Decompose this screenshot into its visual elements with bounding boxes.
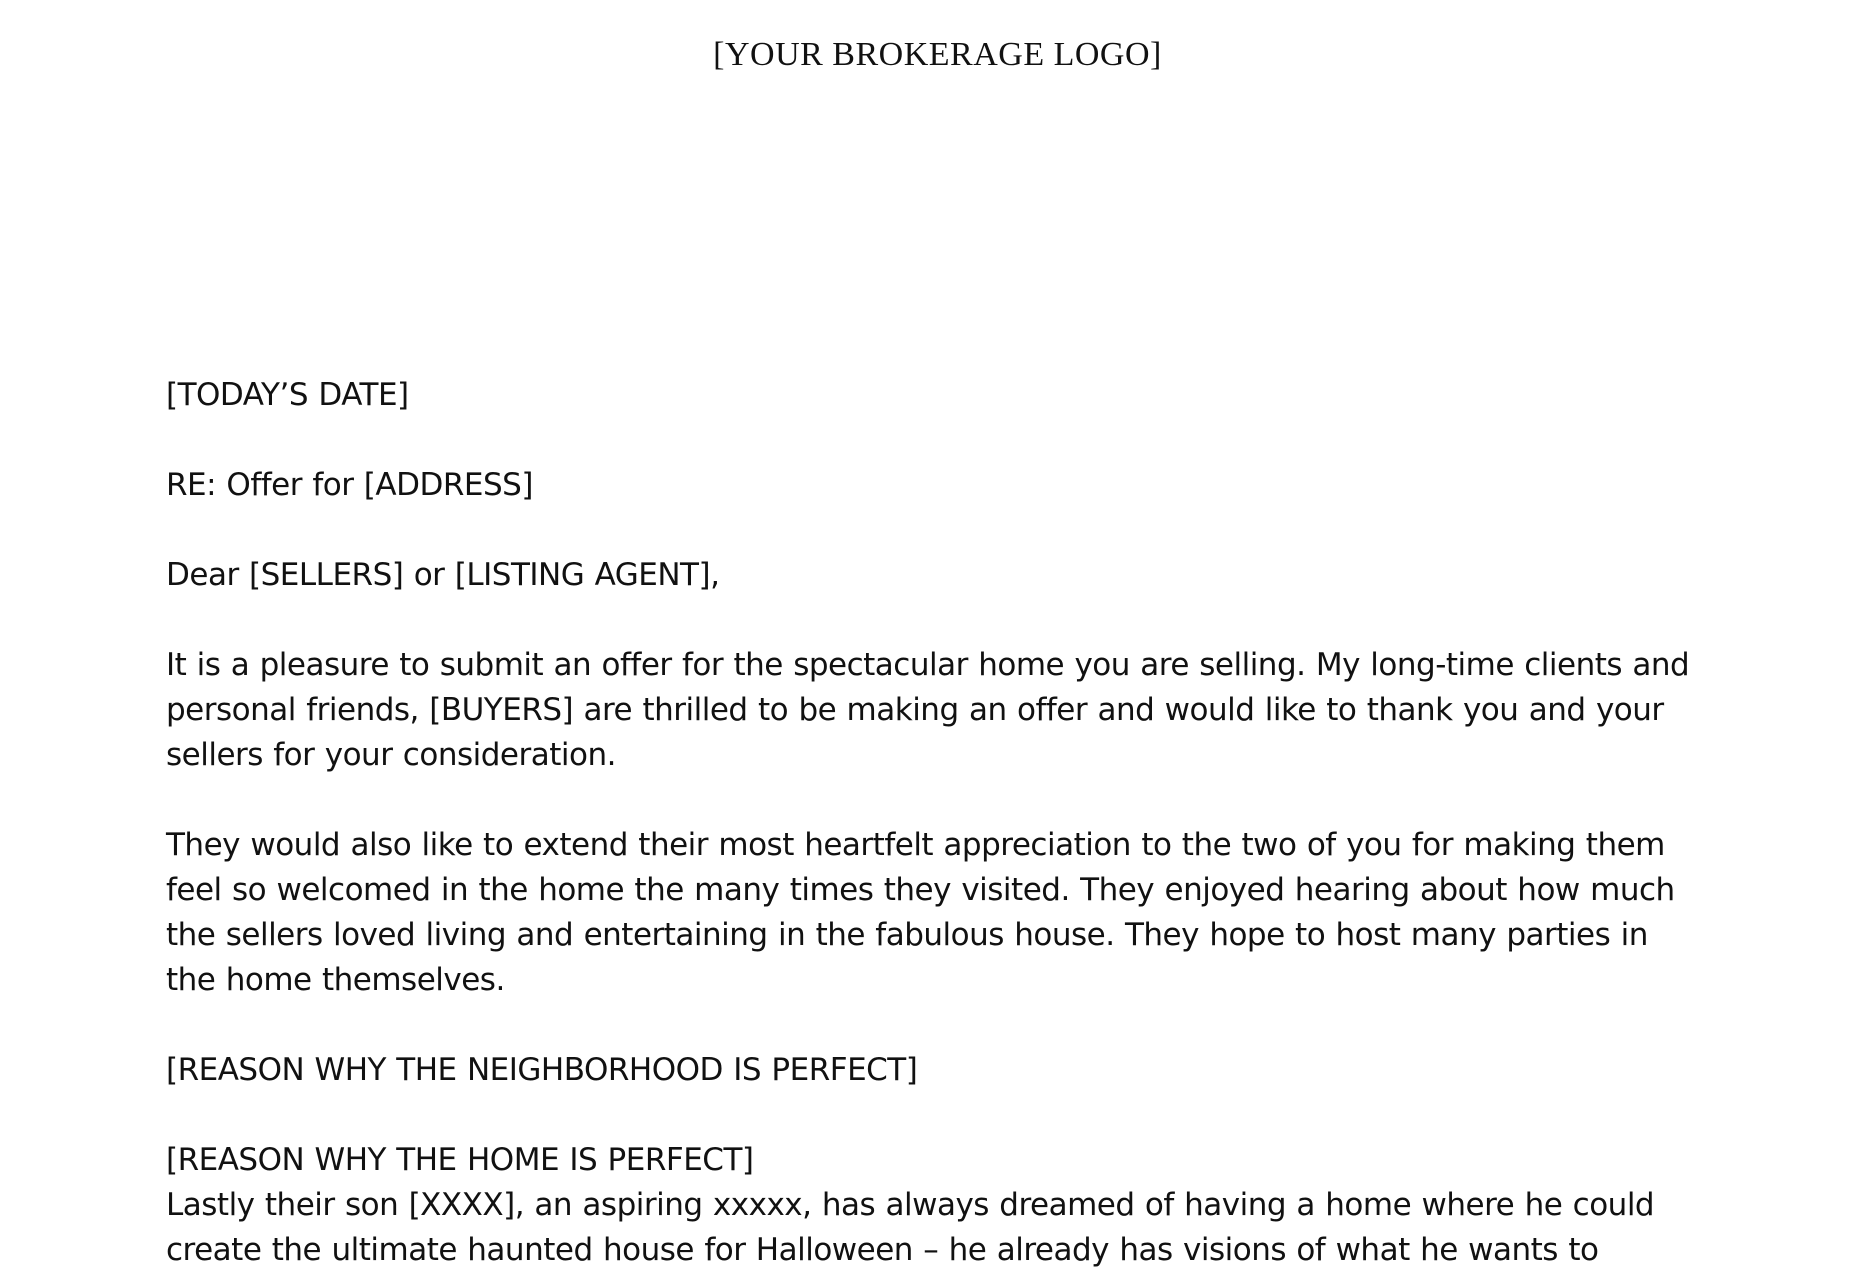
letter-date — [166, 373, 1726, 418]
paragraph-line: the sellers loved living and entertaining in the fabulous house. They hope to host many parties in — [166, 917, 1648, 953]
paragraph-line: feel so welcomed in the home the many times they visited. They enjoyed hearing about how much — [166, 872, 1675, 908]
paragraph-line: the home themselves. — [166, 962, 505, 998]
paragraph-offer — [166, 643, 1726, 778]
date-text: [TODAY’S DATE] — [166, 377, 409, 413]
reason-neighborhood-text: [REASON WHY THE NEIGHBORHOOD IS PERFECT] — [166, 1052, 918, 1088]
reason-home-placeholder — [166, 1138, 1726, 1183]
paragraph-line: create the ultimate haunted house for Halloween – he already has visions of what he wants to — [166, 1232, 1599, 1268]
paragraph-line: They would also like to extend their most heartfelt appreciation to the two of you for making them — [166, 827, 1665, 863]
subject-line — [166, 463, 1726, 508]
paragraph-line: Lastly their son [XXXX], an aspiring xxxxx, has always dreamed of having a home where he could — [166, 1187, 1655, 1223]
reason-home-text: [REASON WHY THE HOME IS PERFECT] — [166, 1142, 754, 1178]
paragraph-line: It is a pleasure to submit an offer for the spectacular home you are selling. My long-time clients and — [166, 647, 1690, 683]
paragraph-line: sellers for your consideration. — [166, 737, 616, 773]
subject-text: RE: Offer for [ADDRESS] — [166, 467, 533, 503]
reason-neighborhood-placeholder — [166, 1048, 1726, 1093]
brokerage-logo-placeholder: [YOUR BROKERAGE LOGO] — [713, 36, 1162, 73]
paragraph-appreciation — [166, 823, 1726, 1003]
salutation-text: Dear [SELLERS] or [LISTING AGENT], — [166, 557, 720, 593]
paragraph-son — [166, 1183, 1726, 1273]
paragraph-line: personal friends, [BUYERS] are thrilled to be making an offer and would like to thank you and your — [166, 692, 1664, 728]
salutation — [166, 553, 1726, 598]
